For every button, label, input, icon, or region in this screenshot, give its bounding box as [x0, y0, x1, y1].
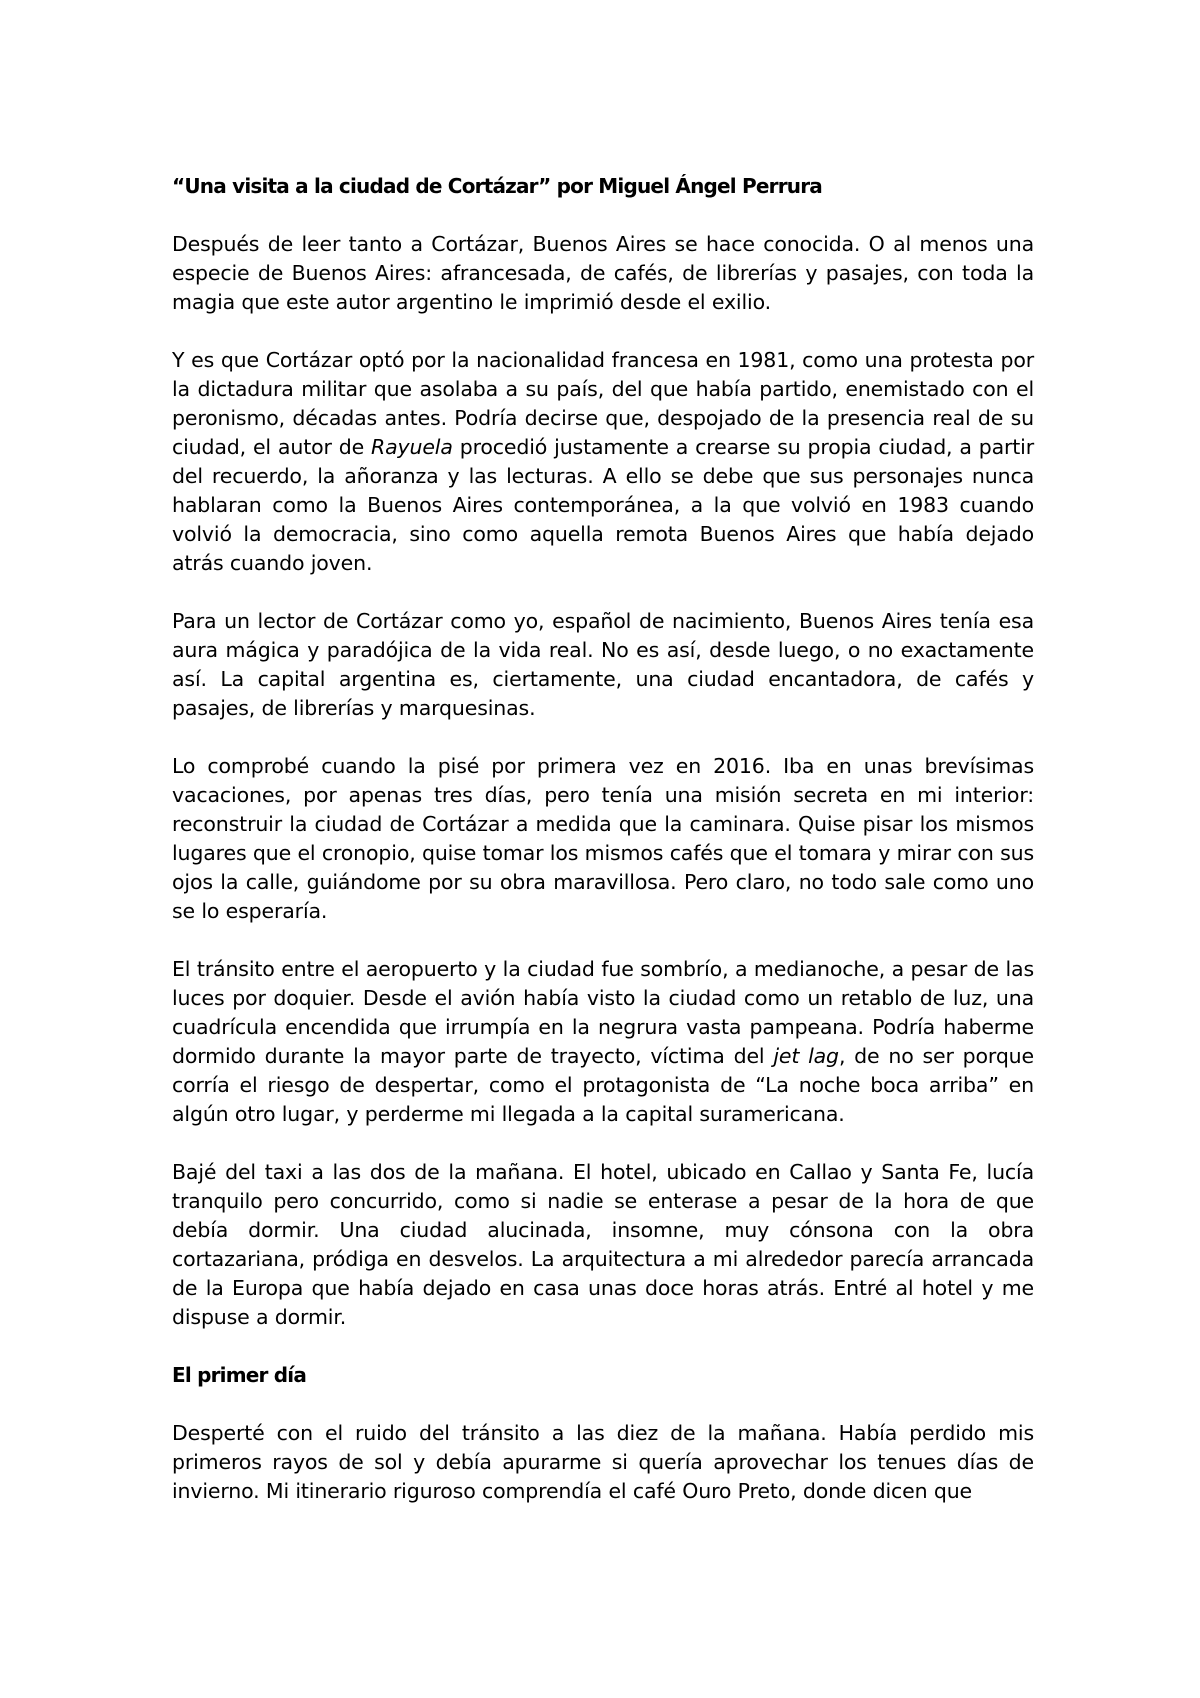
paragraph-5-text-b: , de no ser porque corría el riesgo de despertar, como el protagonista de “La noche boca arriba” en algún otro lugar, y perderme mi llegada a la capital suramericana. [172, 1044, 1034, 1126]
paragraph-2-text-b: procedió justamente a crearse su propia ciudad, a partir del recuerdo, la añoranza y las lecturas. A ello se debe que sus personajes nunca hablaran como la Buenos Aires contemporánea, a la que volvió en 1983 cuando volvió la democracia, sino como aquella remota Buenos Aires que había dejado atrás cuando joven. [172, 435, 1035, 575]
paragraph-2 [172, 346, 1034, 578]
paragraph-3: Para un lector de Cortázar como yo, español de nacimiento, Buenos Aires tenía esa aura mágica y paradójica de la vida real. No es así, desde luego, o no exactamente así. La capital argentina es, ciertamente, una ciudad encantadora, de cafés y pasajes, de librerías y marquesinas. [172, 609, 1034, 720]
paragraph-5-text-a: El tránsito entre el aeropuerto y la ciudad fue sombrío, a medianoche, a pesar de las luces por doquier. Desde el avión había visto la ciudad como un retablo de luz, una cuadrícula encendida que irrumpía en la negrura vasta pampeana. Podría haberme dormido durante la mayor parte de trayecto, víctima del [172, 957, 1034, 1068]
section-heading: El primer día [172, 1363, 307, 1387]
paragraph-7: Desperté con el ruido del tránsito a las diez de la mañana. Había perdido mis primeros rayos de sol y debía apurarme si quería aprovechar los tenues días de invierno. Mi itinerario riguroso comprendía el café Ouro Preto, donde dicen que [172, 1421, 1034, 1503]
book-title-rayuela: Rayuela [371, 435, 453, 459]
document-page [172, 172, 1034, 1535]
paragraph-1: Después de leer tanto a Cortázar, Buenos Aires se hace conocida. O al menos una especie de Buenos Aires: afrancesada, de cafés, de librerías y pasajes, con toda la magia que este autor argentino le imprimió desde el exilio. [172, 232, 1034, 314]
paragraph-2-text-a: Y es que Cortázar optó por la nacionalidad francesa en 1981, como una protesta por la dictadura militar que asolaba a su país, del que había partido, enemistado con el peronismo, décadas antes. Podría decirse que, despojado de la presencia real de su ciudad, el autor de [172, 348, 1034, 459]
document-title: “Una visita a la ciudad de Cortázar” por Miguel Ángel Perrura [172, 174, 822, 198]
paragraph-6: Bajé del taxi a las dos de la mañana. El hotel, ubicado en Callao y Santa Fe, lucía tranquilo pero concurrido, como si nadie se enterase a pesar de la hora de que debía dormir. Una ciudad alucinada, insomne, muy cónsona con la obra cortazariana, pródiga en desvelos. La arquitectura a mi alrededor parecía arrancada de la Europa que había dejado en casa unas doce horas atrás. Entré al hotel y me dispuse a dormir. [172, 1160, 1034, 1329]
paragraph-4: Lo comprobé cuando la pisé por primera vez en 2016. Iba en unas brevísimas vacaciones, por apenas tres días, pero tenía una misión secreta en mi interior: reconstruir la ciudad de Cortázar a medida que la caminara. Quise pisar los mismos lugares que el cronopio, quise tomar los mismos cafés que el tomara y mirar con sus ojos la calle, guiándome por su obra maravillosa. Pero claro, no todo sale como uno se lo esperaría. [172, 754, 1034, 923]
italic-jet-lag: jet lag [773, 1044, 839, 1068]
paragraph-5 [172, 955, 1034, 1129]
